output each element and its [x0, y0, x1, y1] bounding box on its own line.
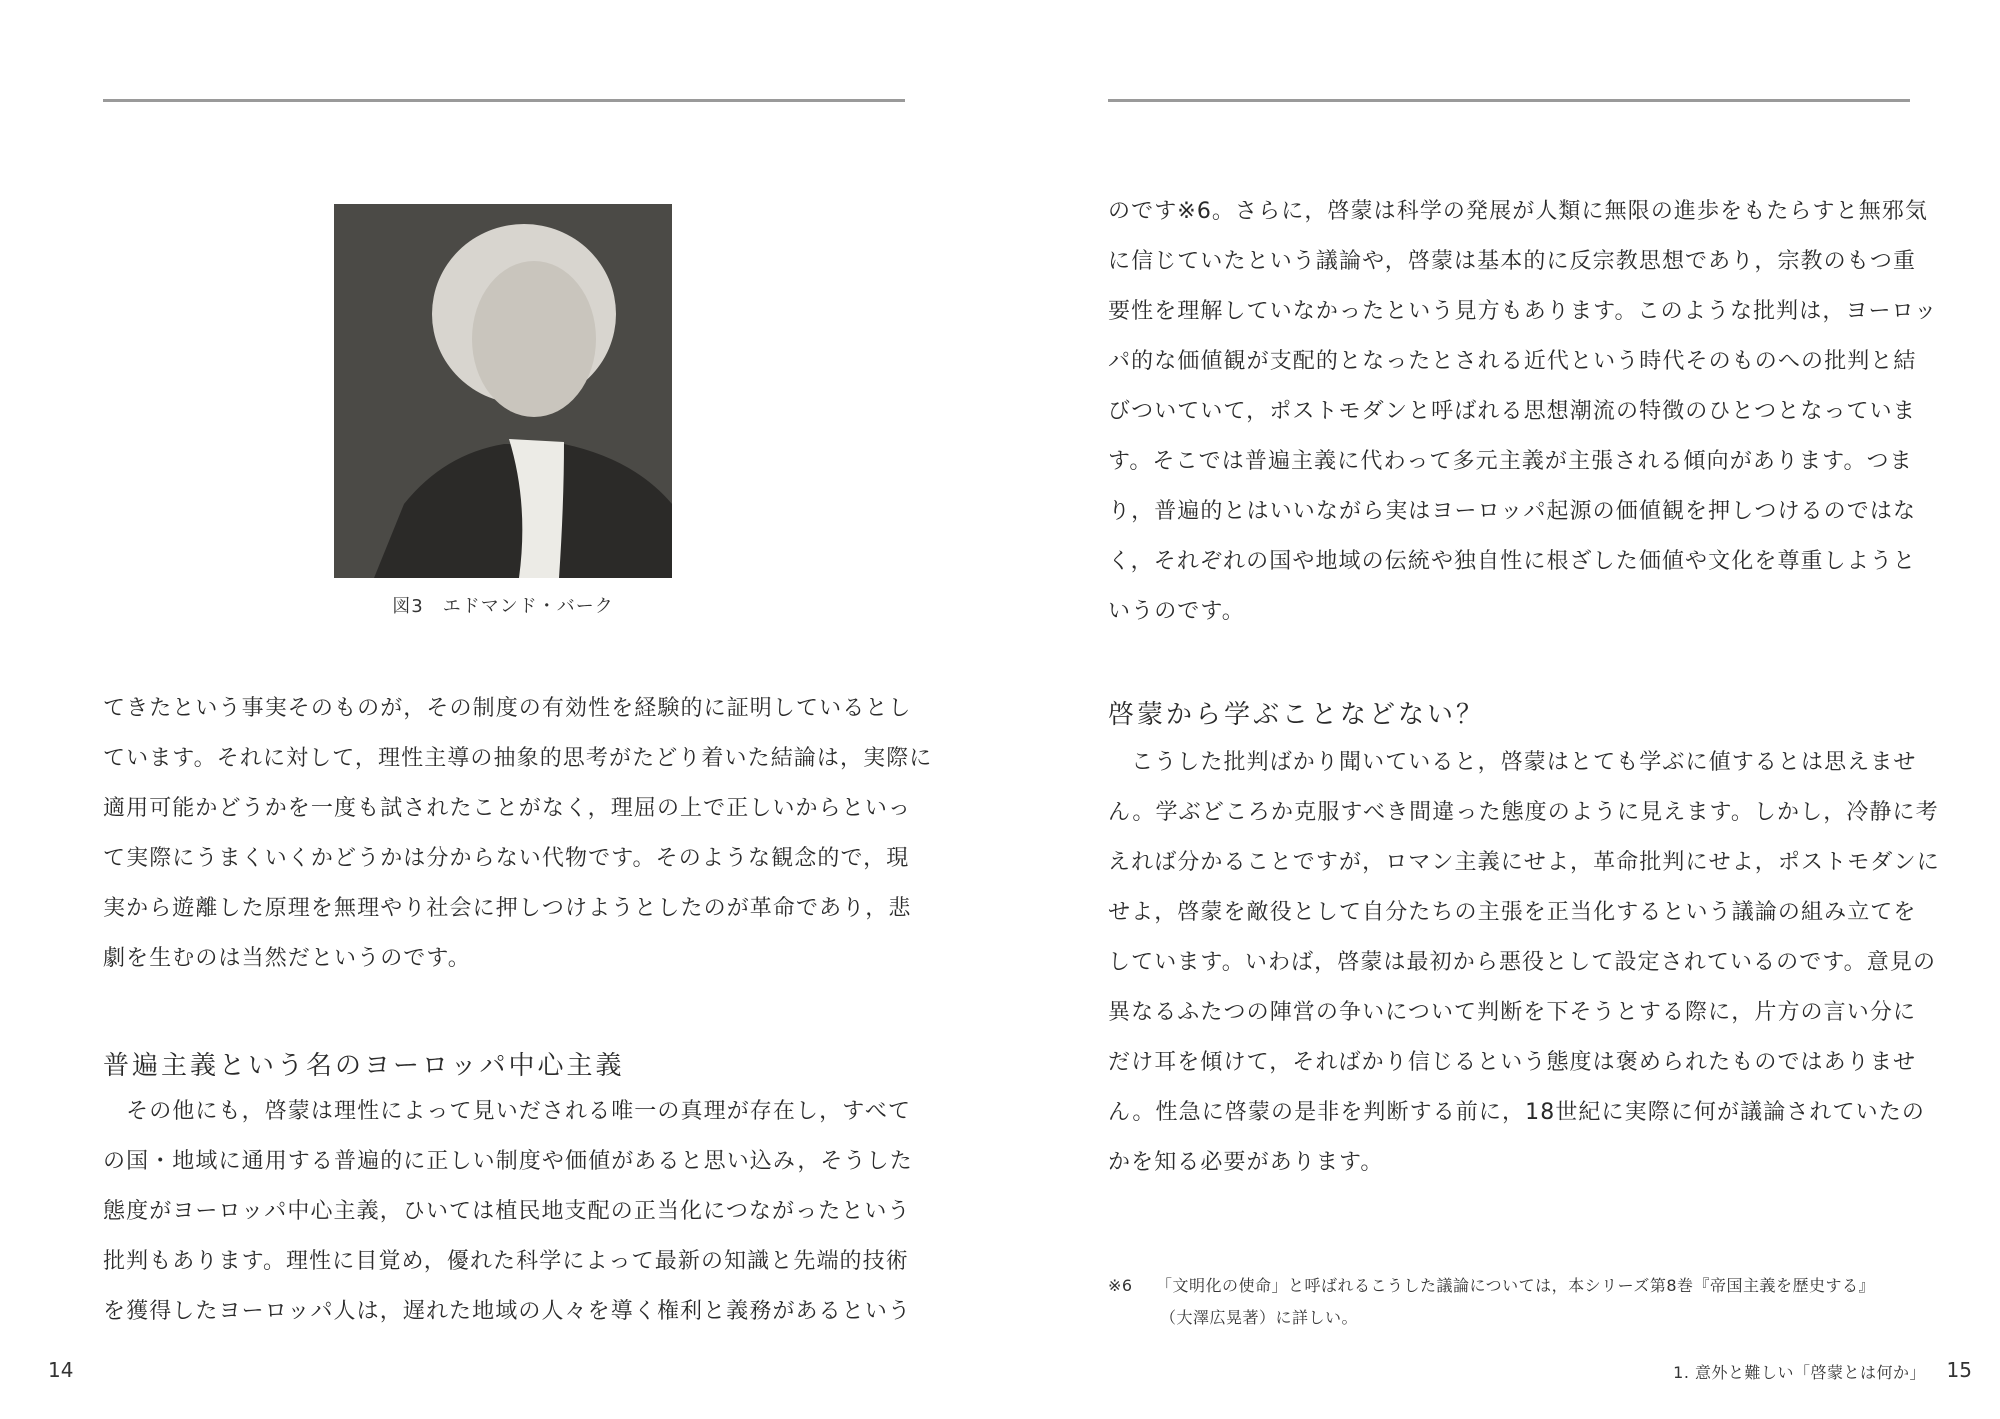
text-line: のです※6。さらに，啓蒙は科学の発展が人類に無限の進歩をもたらすと無邪気: [1108, 199, 1929, 224]
text-line: 実から遊離した原理を無理やり社会に押しつけようとしたのが革命であり，悲: [103, 896, 912, 921]
left-paragraph-1: [103, 684, 933, 984]
right-header-rule: [1108, 99, 1910, 102]
edmund-burke-portrait: [334, 204, 672, 578]
text-line: り，普遍的とはいいながら実はヨーロッパ起源の価値観を押しつけるのではな: [1108, 499, 1917, 524]
footnote-mark: ※6: [1108, 1276, 1133, 1295]
text-line: に信じていたという議論や，啓蒙は基本的に反宗教思想であり，宗教のもつ重: [1108, 249, 1917, 274]
text-line: 態度がヨーロッパ中心主義，ひいては植民地支配の正当化につながったという: [103, 1199, 911, 1224]
footnote-line: （大澤広晃著）に詳しい。: [1160, 1308, 1359, 1327]
text-line: しています。いわば，啓蒙は最初から悪役として設定されているのです。意見の: [1108, 950, 1937, 975]
text-line: く，それぞれの国や地域の伝統や独自性に根ざした価値や文化を尊重しようと: [1108, 549, 1917, 574]
running-header: 1. 意外と難しい「啓蒙とは何か」: [1673, 1363, 1926, 1382]
text-line: の国・地域に通用する普遍的に正しい制度や価値があると思い込み，そうした: [103, 1149, 913, 1174]
page-number-right: 15: [1946, 1358, 1972, 1382]
text-line: て実際にうまくいくかどうかは分からない代物です。そのような観念的で，現: [103, 846, 910, 871]
right-paragraph-2: [1108, 738, 1940, 1188]
text-line: 要性を理解していなかったという見方もあります。このような批判は，ヨーロッ: [1108, 299, 1938, 324]
section-heading: 啓蒙から学ぶことなどない？: [1108, 700, 1486, 730]
text-line: こうした批判ばかり聞いていると，啓蒙はとても学ぶに値するとは思えませ: [1108, 750, 1917, 775]
footnote-line: 「文明化の使命」と呼ばれるこうした議論については，本シリーズ第8巻『帝国主義を歴史する』: [1156, 1276, 1876, 1295]
text-line: 適用可能かどうかを一度も試されたことがなく，理屈の上で正しいからといっ: [103, 796, 912, 821]
text-line: 異なるふたつの陣営の争いについて判断を下そうとする際に，片方の言い分に: [1108, 1000, 1917, 1025]
footnote: [1108, 1270, 1910, 1334]
section-heading: 普遍主義という名のヨーロッパ中心主義: [103, 1051, 625, 1081]
text-line: いうのです。: [1108, 599, 1245, 624]
portrait-figure: [334, 204, 672, 618]
text-line: す。そこでは普遍主義に代わって多元主義が主張される傾向があります。つま: [1108, 449, 1913, 474]
text-line: てきたという事実そのものが，その制度の有効性を経験的に証明しているとし: [103, 696, 912, 721]
text-line: その他にも，啓蒙は理性によって見いだされる唯一の真理が存在し，すべて: [103, 1099, 912, 1124]
text-line: ん。性急に啓蒙の是非を判断する前に，18世紀に実際に何が議論されていたの: [1108, 1100, 1925, 1125]
text-line: を獲得したヨーロッパ人は，遅れた地域の人々を導く権利と義務があるという: [103, 1299, 912, 1324]
text-line: 劇を生むのは当然だというのです。: [103, 946, 471, 971]
text-line: ん。学ぶどころか克服すべき間違った態度のように見えます。しかし，冷静に考: [1108, 800, 1939, 825]
text-line: せよ，啓蒙を敵役として自分たちの主張を正当化するという議論の組み立てを: [1108, 900, 1917, 925]
left-paragraph-2: [103, 1087, 913, 1337]
text-line: ています。それに対して，理性主導の抽象的思考がたどり着いた結論は，実際に: [103, 746, 933, 771]
text-line: 批判もあります。理性に目覚め，優れた科学によって最新の知識と先端的技術: [103, 1249, 909, 1274]
text-line: パ的な価値観が支配的となったとされる近代という時代そのものへの批判と結: [1108, 349, 1917, 374]
text-line: かを知る必要があります。: [1108, 1150, 1384, 1175]
text-line: びついていて，ポストモダンと呼ばれる思想潮流の特徴のひとつとなっていま: [1108, 399, 1916, 424]
right-paragraph-1: [1108, 187, 1938, 637]
left-header-rule: [103, 99, 905, 102]
page-number-left: 14: [48, 1358, 74, 1382]
text-line: えれば分かることですが，ロマン主義にせよ，革命批判にせよ，ポストモダンに: [1108, 850, 1940, 875]
figure-caption: 図3 エドマンド・バーク: [392, 596, 614, 617]
text-line: だけ耳を傾けて，そればかり信じるという態度は褒められたものではありませ: [1108, 1050, 1917, 1075]
